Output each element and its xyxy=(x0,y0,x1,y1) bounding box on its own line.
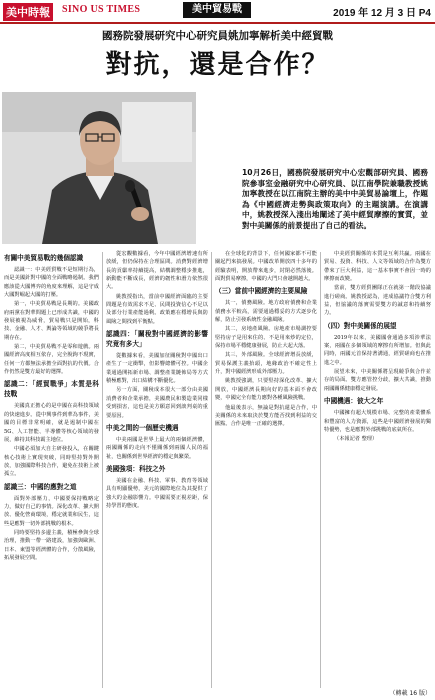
body-paragraph: 面對外部壓力，中國要保持戰略定力，做好自己的事情。深化改革、擴大開放、優化營商環境，穩定就業和民生，這些是應對一切外部挑戰的根本。 xyxy=(4,495,99,527)
body-paragraph: 2019年以來，美國國會通過多項涉華法案，兩國在多個領域的摩擦有所增加。但與此同時，兩國元首保持著溝通，經貿磋商也在推進之中。 xyxy=(324,334,431,366)
body-paragraph: 展望未來，中美關係將呈現競爭與合作並存的局面。雙方應管控分歧，擴大共識，推動兩國關係健康穩定發展。 xyxy=(324,369,431,392)
body-paragraph: 中美經貿關係的本質是互利共贏。兩國在貿易、投資、科技、人文等領域的合作為雙方帶來了巨大利益，這一基本事實不會因一時的摩擦而改變。 xyxy=(324,251,431,283)
body-column-4 xyxy=(324,250,431,690)
body-paragraph: 中國必須加大自主研發投入，在關鍵核心技術上實現突破，同時堅持對外開放，加強國際科技合作，避免在技術上被孤立。 xyxy=(4,446,99,478)
column-divider xyxy=(320,252,321,688)
section-subhead: 中美之間的一個歷史機遇 xyxy=(106,423,179,432)
body-paragraph: 其二，房地產風險。房地產市場調控要堅持房子是用來住的、不是用來炒的定位，保持市場平穩健康發展，防止大起大落。 xyxy=(215,326,317,350)
body-paragraph: 在全球化的背景下，任何國家都不可能關起門來搞發展。中國改革開放四十多年的經驗表明，開放帶來進步，封閉必然落後。面對貿易摩擦，中國的大門只會越開越大。 xyxy=(215,251,317,283)
article-lede: 10月26日，國務院發展研究中心宏觀部研究員、國務院參事室金融研究中心研究員、以江南學院兼職教授姚加寧教授在以江南院主辦的美中中美貿易論壇上，作題為《中國經濟走勢與政策取向》的主題演講。在演講中，姚教授深入淺出地闡述了美中經貿摩擦的實質，並對中美關係的前景提出了自己的看法。 xyxy=(242,168,428,230)
body-paragraph: 他最後表示，無論是對抗還是合作，中美關係的未來取決於雙方能否找到利益的交匯點。合作是唯一正確的選擇。 xyxy=(215,404,317,428)
body-paragraph: 從宏觀數據看，今年中國經濟增速有所放緩，但仍保持在合理區間。消費對經濟增長的貢獻率持續提高，結構調整穩步推進，新動能不斷成長，經濟的韌性和潛力依然很大。 xyxy=(106,251,208,291)
body-paragraph: 從數據來看，美國加征關稅對中國出口產生了一定衝擊，但影響總體可控。中國企業通過開拓新市場、調整產業鏈佈局等方式積極應對，出口結構不斷優化。 xyxy=(106,353,208,385)
body-paragraph: 第二，中美貿易戰不是零和遊戲。兩國經濟高度相互依存，完全脫鉤不現實，任何一方都無法承擔全面對抗的代價。合作仍然是雙方最好的選擇。 xyxy=(4,344,99,376)
column-divider xyxy=(102,252,103,688)
body-paragraph: 中國擁有超大規模市場、完整的產業體系和豐富的人力資源，這些是中國經濟發展的獨特優勢，也是應對外部挑戰的底氣所在。 xyxy=(324,410,431,433)
body-paragraph: （本報記者 整理） xyxy=(334,436,378,443)
section-subhead: 認識三：中國的應對之道 xyxy=(4,482,77,491)
section-subhead: 中國機遇：彼大之年 xyxy=(324,397,384,406)
body-paragraph: 認識一：中美經貿戰不是短期行為，而是美國針對中國的全面戰略遏制。我們應該從大國博弈的角度來理解，這是守成大國對崛起大國的打壓。 xyxy=(4,267,99,299)
body-paragraph: 同時要堅持多邊主義，積極參與全球治理，推動一帶一路建設，加強與歐洲、日本、東盟等經濟體的合作，分散風險，拓展發展空間。 xyxy=(4,529,99,561)
body-column-3 xyxy=(215,250,317,690)
body-paragraph: 美國在金融、科技、軍事、教育等領域具有明顯優勢，美元的國際地位為其提供了強大的金融影響力。中國需要正視差距，保持學習的態度。 xyxy=(106,477,208,509)
section-subhead: （三）當前中國經濟的主要風險 xyxy=(215,287,308,296)
body-paragraph: 其一，債務風險。地方政府債務和企業債務水平較高，需要通過穩妥的方式逐步化解，防止引發系統性金融風險。 xyxy=(215,300,317,324)
section-subhead: 認識二：「經貿戰爭」本質是科技戰 xyxy=(4,380,99,399)
continuation-note: （轉載 16 版） xyxy=(389,690,431,697)
body-paragraph: 其三，外部風險。全球經濟增長放緩，貿易保護主義抬頭，地緣政治不確定性上升，對中國經濟形成外部壓力。 xyxy=(215,352,317,376)
issue-date: 2019 年 12 月 3 日 P4 xyxy=(333,8,431,19)
body-paragraph: 姚教授強調，只要堅持深化改革、擴大開放，中國經濟長期向好的基本面不會改變，中國完全有能力應對各種風險挑戰。 xyxy=(215,378,317,402)
body-paragraph: 美國真正擔心的是中國在高科技領域的快速進步。從中興事件到華為事件，美國的目標非常明確，就是遏制中國在5G、人工智能、半導體等核心領域的發展，維持其科技霸主地位。 xyxy=(4,403,99,443)
section-subhead: （四）對中美關係的展望 xyxy=(324,321,397,330)
section-subhead: 認識四：「關稅對中國經濟的影響究竟有多大」 xyxy=(106,330,208,349)
newspaper-logo: 美中時報 xyxy=(3,3,53,21)
section-subhead: 有關中美貿易戰的幾個認識 xyxy=(4,254,84,262)
body-column-1 xyxy=(4,250,99,690)
article-kicker: 國務院發展研究中心研究員姚加寧解析美中經貿戰 xyxy=(102,30,333,42)
body-paragraph: 中美兩國是世界上最大的兩個經濟體，兩國關係的走向不僅關係到兩國人民的福祉，也關係到世界經濟的穩定與繁榮。 xyxy=(106,436,208,460)
speaker-photo xyxy=(2,92,196,244)
section-tag: 美中貿易戰 xyxy=(183,2,251,18)
body-paragraph: 姚教授指出，當前中國經濟面臨的主要問題是有效需求不足、民間投資信心不足以及部分行業產能過剩。政策應在穩增長與防風險之間找到平衡點。 xyxy=(106,293,208,325)
body-column-2 xyxy=(106,250,208,690)
newspaper-name-english: SINO US TIMES xyxy=(62,4,141,15)
section-subhead: 美國強項：科技之外 xyxy=(106,464,166,473)
body-paragraph: 第一，中美貿易戰是長期的。美國政府兩黨在對華問題上已形成共識，中國的發展被視為威脅，貿易戰只是開始，科技、金融、人才、輿論等領域的競爭將長期存在。 xyxy=(4,301,99,341)
body-paragraph: 另一方面，關稅成本很大一部分由美國消費者和企業承擔，美國農民和製造業同樣受到損害，這也是美方願意回到談判桌的重要原因。 xyxy=(106,387,208,419)
body-paragraph: 當前，雙方經貿團隊正在就第一階段協議進行磋商。姚教授認為，達成協議符合雙方利益，但協議的落實需要雙方的誠意和持續努力。 xyxy=(324,285,431,317)
column-divider xyxy=(211,252,212,688)
article-headline: 對抗，還是合作？ xyxy=(105,50,330,80)
